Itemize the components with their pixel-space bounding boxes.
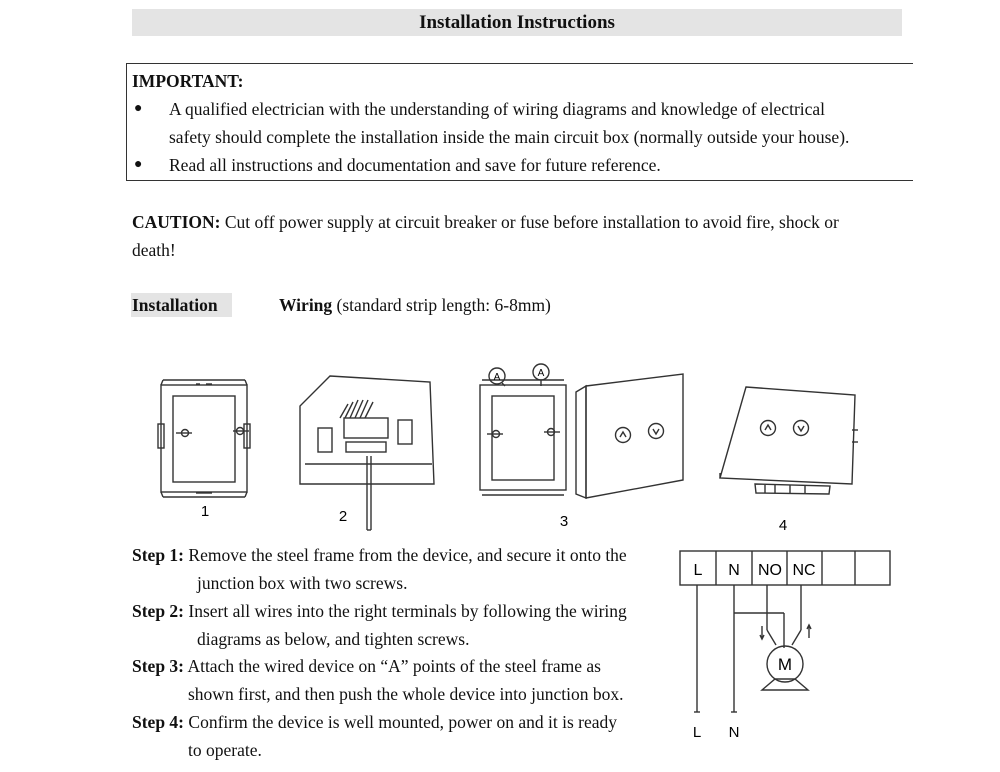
wiring-label: Wiring xyxy=(279,295,333,315)
neutral-label: N xyxy=(728,724,740,741)
terminal-nc: NC xyxy=(792,562,816,579)
figure-2-number: 2 xyxy=(338,508,348,525)
important-bullet-1-line-1: A qualified electrician with the understanding of wiring diagrams and knowledge of electrical xyxy=(169,99,826,119)
bullet-icon: ● xyxy=(134,157,143,172)
step-3-text-2: shown first, and then push the whole device into junction box. xyxy=(188,684,624,704)
important-bullet-1-line-2: safety should complete the installation inside the main circuit box (normally outside your house). xyxy=(169,127,850,147)
page-title: Installation Instructions xyxy=(132,9,902,36)
step-2-text-2: diagrams as below, and tighten screws. xyxy=(197,629,470,649)
step-2-line-1 xyxy=(132,597,627,625)
step-3-label: Step 3: xyxy=(132,656,185,676)
step-3-text-1: Attach the wired device on “A” points of the steel frame as xyxy=(187,656,601,676)
bullet-icon: ● xyxy=(134,101,143,116)
frame-and-device-figure-3 xyxy=(480,364,683,498)
device-back-figure-2 xyxy=(300,376,434,530)
step-4-label: Step 4: xyxy=(132,712,185,732)
installed-switch-figure-4 xyxy=(720,387,858,494)
step-3-line-1 xyxy=(132,652,601,680)
caution-text-2: death! xyxy=(132,240,176,260)
terminal-n: N xyxy=(728,562,740,579)
wiring-note: (standard strip length: 6-8mm) xyxy=(336,295,551,315)
terminal-no: NO xyxy=(758,562,782,579)
figure-4-number: 4 xyxy=(778,517,788,534)
installation-label: Installation xyxy=(132,295,218,315)
step-4-line-1 xyxy=(132,708,617,736)
point-a-label-right: A xyxy=(537,368,545,379)
step-1-text-1: Remove the steel frame from the device, and secure it onto the xyxy=(188,545,627,565)
step-1-text-2: junction box with two screws. xyxy=(197,573,408,593)
motor-label: M xyxy=(777,655,793,674)
terminal-l: L xyxy=(693,562,703,579)
step-1-line-1 xyxy=(132,541,627,569)
step-4-text-1: Confirm the device is well mounted, power on and it is ready xyxy=(188,712,618,732)
important-bullet-2: Read all instructions and documentation and save for future reference. xyxy=(169,155,661,175)
caution-label: CAUTION: xyxy=(132,212,221,232)
figure-1-number: 1 xyxy=(200,503,210,520)
figure-3-number: 3 xyxy=(559,513,569,530)
step-2-label: Step 2: xyxy=(132,601,185,621)
step-1-label: Step 1: xyxy=(132,545,185,565)
step-4-text-2: to operate. xyxy=(188,740,262,760)
wiring-diagram xyxy=(680,551,890,712)
line-label: L xyxy=(692,724,702,741)
point-a-label-left: A xyxy=(493,372,501,383)
steel-frame-figure-1 xyxy=(158,380,250,497)
important-heading: IMPORTANT: xyxy=(132,71,244,91)
step-2-text-1: Insert all wires into the right terminals by following the wiring xyxy=(188,601,627,621)
caution-text-1: Cut off power supply at circuit breaker or fuse before installation to avoid fire, shock or xyxy=(224,212,839,232)
